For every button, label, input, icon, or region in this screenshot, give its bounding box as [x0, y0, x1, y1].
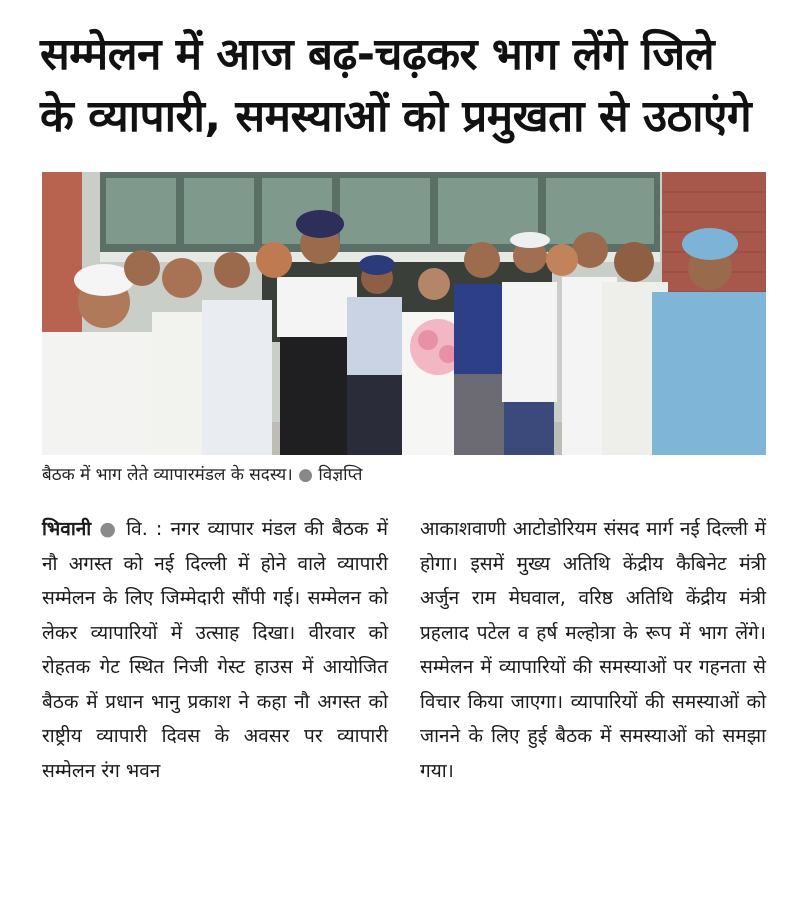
group-photo — [42, 172, 766, 455]
headline-line-2: के व्यापारी, समस्याओं को प्रमुखता से उठाएंगे — [40, 91, 752, 142]
article-column-left — [42, 512, 388, 788]
caption-credit: विज्ञप्ति — [318, 465, 363, 485]
dateline: भिवानी — [42, 518, 92, 540]
article-column-right — [420, 512, 766, 788]
article-text-left: नगर व्यापार मंडल की बैठक में नौ अगस्त को नई दिल्ली में होने वाले व्यापारी सम्मेलन के लिए जिम्मेदारी सौंपी गई। सम्मेलन को लेकर व्यापारियों में उत्साह दिखा। वीरवार को रोहतक गेट स्थित निजी गेस्ट हाउस में आयोजित बैठक में प्रधान भानु प्रकाश ने कहा नौ अगस्त को राष्ट्रीय व्यापारी दिवस के अवसर पर व्यापारी सम्मेलन रंग भवन — [42, 518, 388, 782]
caption-bullet: ● — [298, 465, 313, 485]
caption-text: बैठक में भाग लेते व्यापारमंडल के सदस्य। — [42, 465, 293, 485]
headline — [40, 24, 770, 148]
article-text-right: आकाशवाणी आटोडोरियम संसद मार्ग नई दिल्ली में होगा। इसमें मुख्य अतिथि केंद्रीय कैबिनेट मंत्री अर्जुन राम मेघवाल, वरिष्ठ अतिथि केंद्रीय मंत्री प्रहलाद पटेल व हर्ष मल्होत्रा के रूप में भाग लेंगे। सम्मेलन में व्यापारियों की समस्याओं पर गहनता से विचार किया जाएगा। व्यापारियों की समस्याओं को जानने के लिए हुई बैठक में समस्याओं को समझा गया। — [420, 518, 766, 782]
photo-caption — [42, 462, 766, 488]
headline-line-1: सम्मेलन में आज बढ़-चढ़कर भाग लेंगे जिले — [40, 29, 715, 80]
news-source: वि. : — [126, 518, 163, 540]
dateline-bullet: ● — [99, 518, 119, 540]
